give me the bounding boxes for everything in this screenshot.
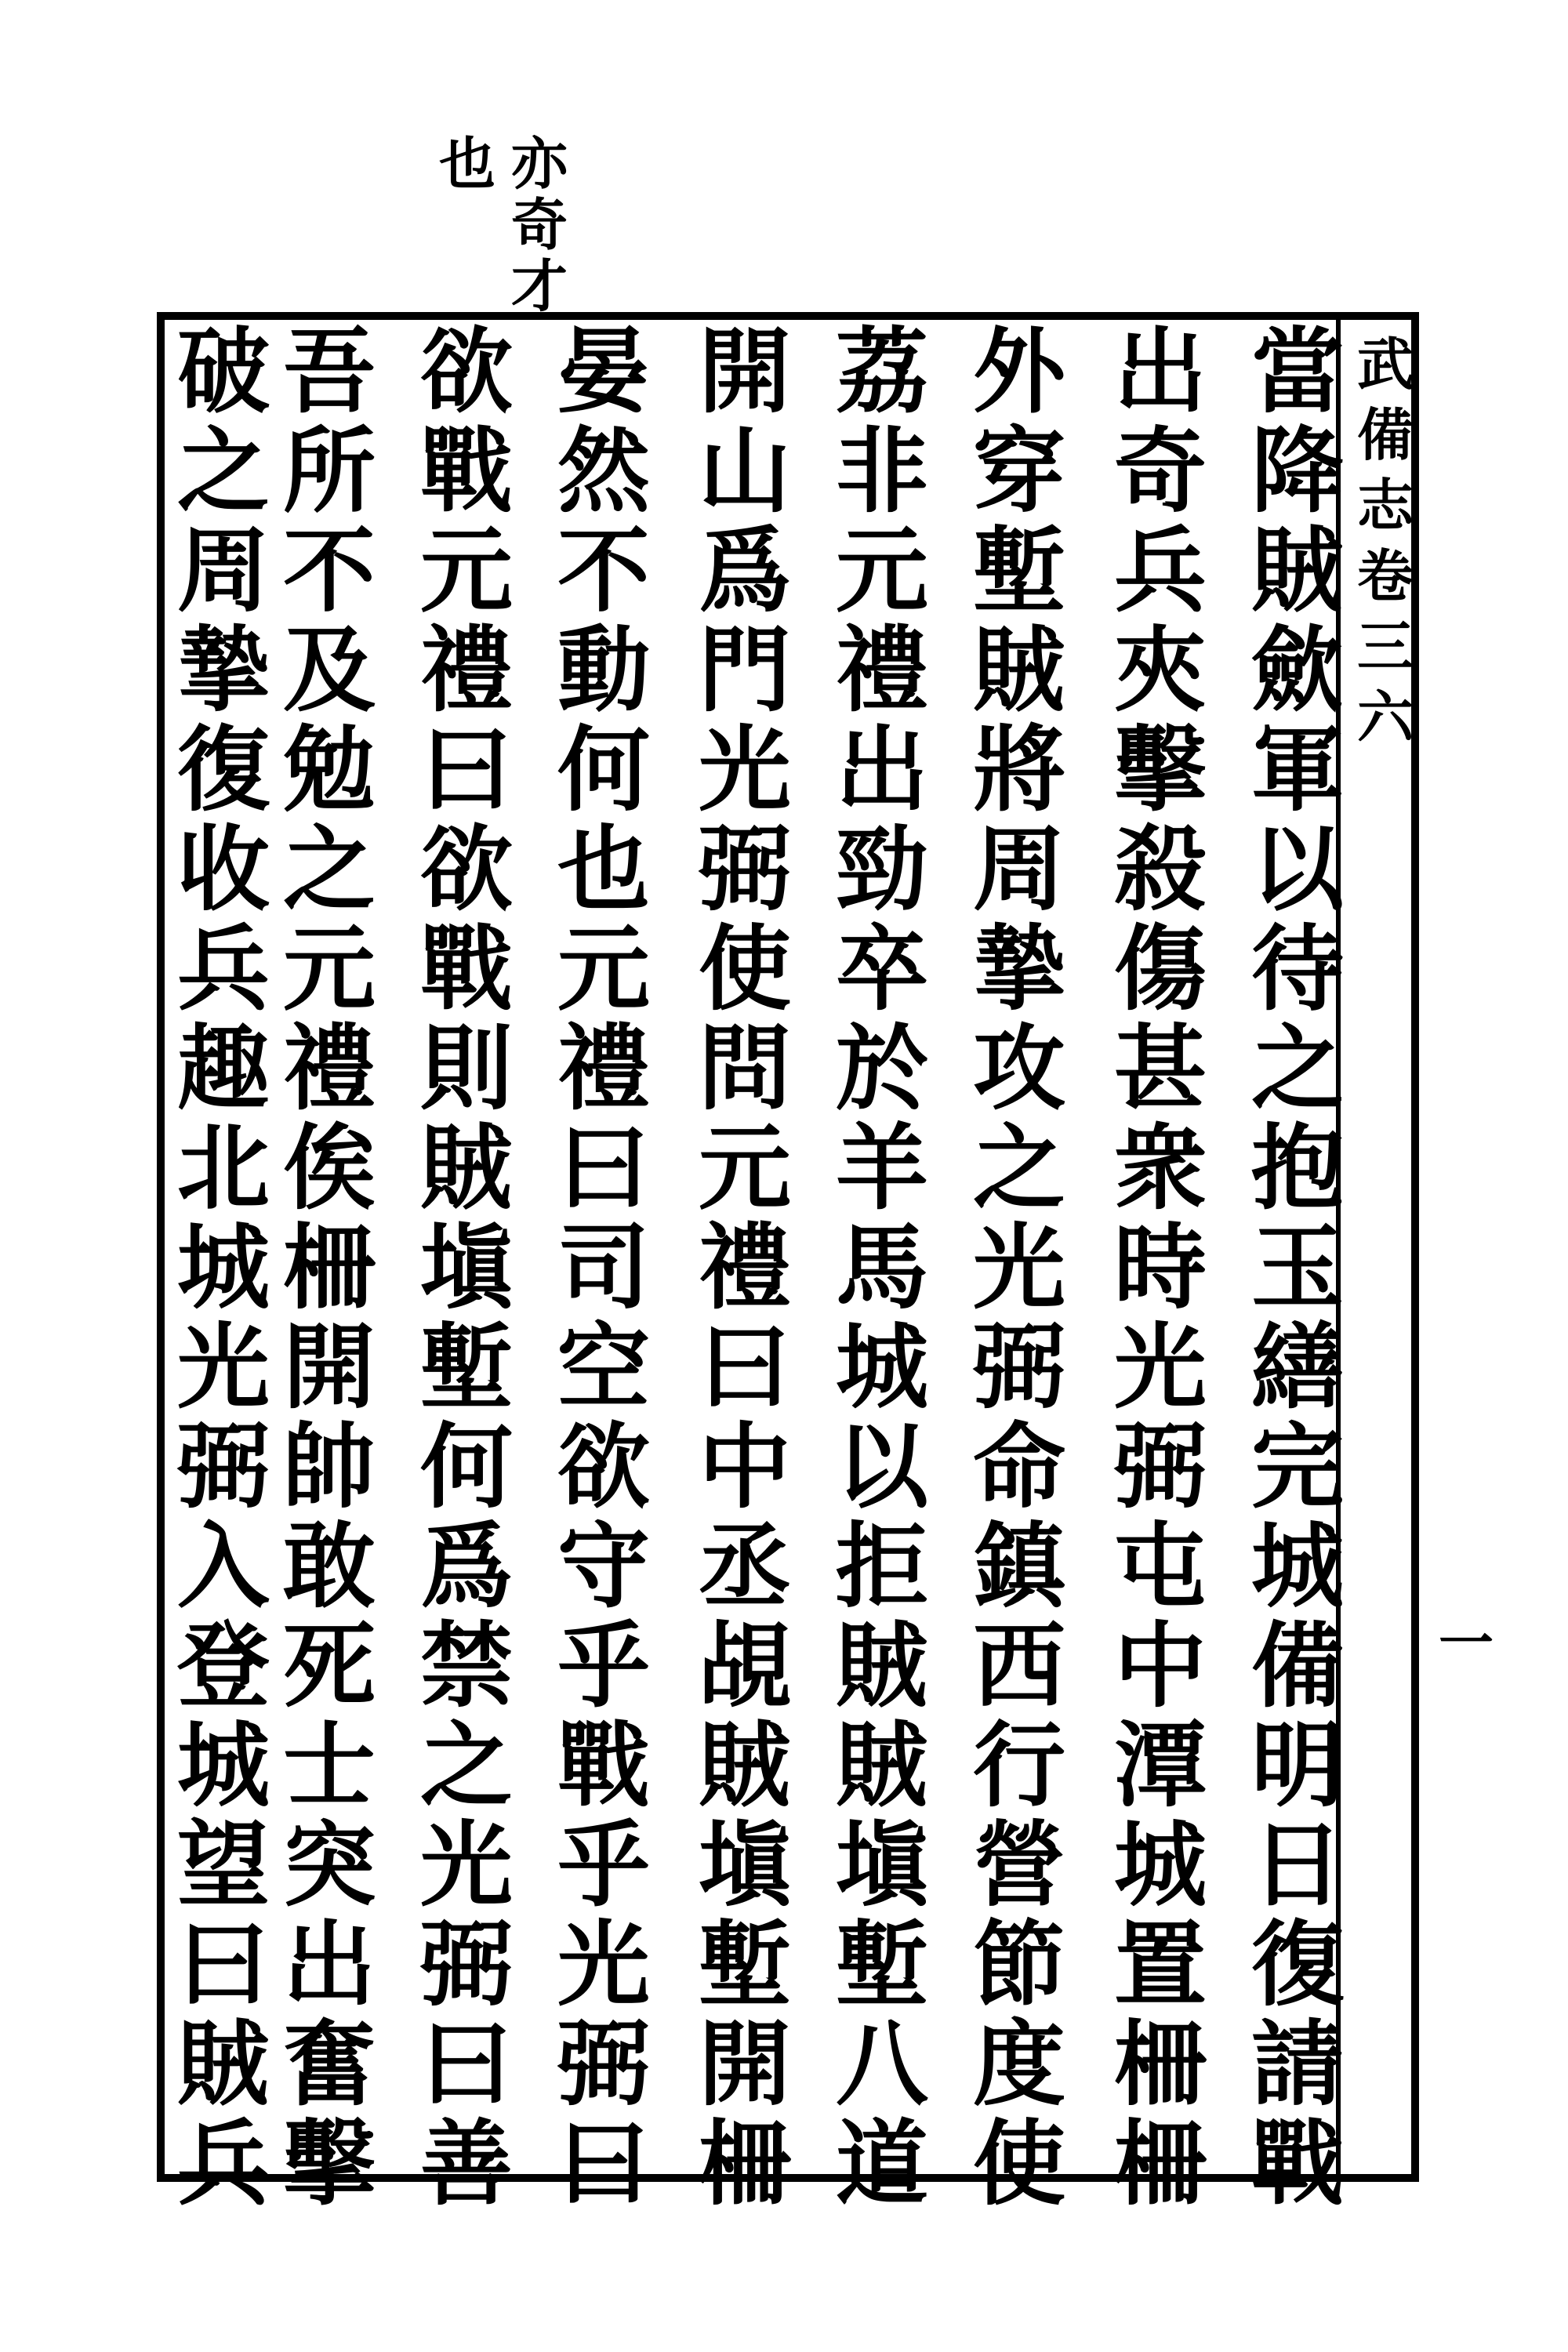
text-char: 覘 xyxy=(698,1611,791,1720)
text-char: 光 xyxy=(419,1810,513,1919)
text-char: 北 xyxy=(176,1113,270,1222)
text-char: 開 xyxy=(282,1312,376,1421)
text-char: 收 xyxy=(176,815,270,924)
text-char: 城 xyxy=(176,1213,270,1322)
text-char: 摯 xyxy=(176,615,270,724)
text-char: 出 xyxy=(835,715,928,824)
text-char: 穿 xyxy=(972,416,1065,525)
text-char: 兵 xyxy=(176,2109,270,2218)
text-char: 之 xyxy=(972,1113,1065,1222)
text-char: 之 xyxy=(282,815,376,924)
text-char: 禮 xyxy=(419,615,513,724)
text-column-6 xyxy=(545,317,662,2218)
text-char: 中 xyxy=(698,1412,791,1521)
margin-header-char: 備 xyxy=(1356,401,1414,468)
text-char: 勁 xyxy=(835,815,928,924)
text-char: 之 xyxy=(176,416,270,525)
text-char: 光 xyxy=(1113,1312,1207,1421)
text-char: 衆 xyxy=(1113,1113,1207,1222)
text-char: 趣 xyxy=(176,1014,270,1123)
text-char: 則 xyxy=(419,1014,513,1123)
text-column-9 xyxy=(165,317,282,2218)
text-char: 弼 xyxy=(176,1412,270,1521)
text-char: 完 xyxy=(1250,1412,1344,1521)
text-char: 鎮 xyxy=(972,1512,1065,1621)
text-char: 奇 xyxy=(1113,416,1207,525)
text-char: 門 xyxy=(698,615,791,724)
text-column-5 xyxy=(686,317,804,2218)
text-char: 元 xyxy=(419,516,513,625)
text-char: 八 xyxy=(835,2009,928,2118)
margin-header-char: 志 xyxy=(1356,472,1414,539)
margin-header-char: 三 xyxy=(1356,613,1414,680)
text-char: 禮 xyxy=(698,1213,791,1322)
text-char: 以 xyxy=(835,1412,928,1521)
text-char: 非 xyxy=(835,416,928,525)
text-column-2 xyxy=(1102,317,1219,2218)
text-char: 出 xyxy=(1113,317,1207,426)
text-char: 入 xyxy=(176,1512,270,1621)
text-char: 戰 xyxy=(419,914,513,1023)
text-char: 吾 xyxy=(282,317,376,426)
text-char: 弼 xyxy=(698,815,791,924)
text-char: 荔 xyxy=(835,317,928,426)
text-char: 問 xyxy=(698,1014,791,1123)
text-char: 弼 xyxy=(557,2009,650,2118)
text-char: 弼 xyxy=(1113,1412,1207,1521)
text-char: 玉 xyxy=(1250,1213,1344,1322)
text-char: 西 xyxy=(972,1611,1065,1720)
text-char: 繕 xyxy=(1250,1312,1344,1421)
text-char: 爲 xyxy=(698,516,791,625)
text-char: 拒 xyxy=(835,1512,928,1621)
text-char: 空 xyxy=(557,1312,650,1421)
text-char: 塹 xyxy=(972,516,1065,625)
text-char: 攻 xyxy=(972,1014,1065,1123)
text-char: 欲 xyxy=(557,1412,650,1521)
text-char: 復 xyxy=(1250,1910,1344,2019)
text-char: 降 xyxy=(1250,416,1344,525)
text-char: 外 xyxy=(972,317,1065,426)
text-char: 賊 xyxy=(972,615,1065,724)
text-char: 柵 xyxy=(1113,2109,1207,2218)
text-char: 死 xyxy=(282,1611,376,1720)
marginal-note-column-2 xyxy=(439,130,496,197)
text-char: 賊 xyxy=(1250,516,1344,625)
text-char: 賊 xyxy=(419,1113,513,1222)
text-char: 柵 xyxy=(1113,2009,1207,2118)
text-column-3 xyxy=(960,317,1078,2218)
text-char: 戰 xyxy=(419,416,513,525)
text-char: 禮 xyxy=(835,615,928,724)
text-char: 擊 xyxy=(282,2109,376,2218)
text-char: 傷 xyxy=(1113,914,1207,1023)
text-char: 開 xyxy=(698,317,791,426)
text-char: 置 xyxy=(1113,1910,1207,2019)
text-char: 登 xyxy=(176,1611,270,1720)
text-char: 弼 xyxy=(419,1910,513,2019)
text-char: 光 xyxy=(972,1213,1065,1322)
folio-mark: 一 xyxy=(1439,1610,1494,1675)
text-char: 備 xyxy=(1250,1611,1344,1720)
text-char: 城 xyxy=(1113,1810,1207,1919)
text-char: 戰 xyxy=(557,1711,650,1820)
text-char: 守 xyxy=(557,1512,650,1621)
text-char: 然 xyxy=(557,416,650,525)
text-char: 禁 xyxy=(419,1611,513,1720)
text-char: 軍 xyxy=(1250,715,1344,824)
text-char: 行 xyxy=(972,1711,1065,1820)
text-char: 明 xyxy=(1250,1711,1344,1820)
note-char: 奇 xyxy=(511,191,568,258)
text-char: 歛 xyxy=(1250,615,1344,724)
marginal-note-column-1 xyxy=(511,130,568,319)
text-char: 度 xyxy=(972,2009,1065,2118)
text-char: 城 xyxy=(835,1312,928,1421)
text-char: 摯 xyxy=(972,914,1065,1023)
text-column-7 xyxy=(408,317,525,2218)
text-char: 抱 xyxy=(1250,1113,1344,1222)
text-char: 出 xyxy=(282,1910,376,2019)
text-char: 曰 xyxy=(419,715,513,824)
text-char: 不 xyxy=(282,516,376,625)
text-char: 及 xyxy=(282,615,376,724)
text-char: 塡 xyxy=(419,1213,513,1322)
text-char: 光 xyxy=(557,1910,650,2019)
text-char: 何 xyxy=(557,715,650,824)
margin-header-char: 武 xyxy=(1356,331,1414,397)
text-char: 柵 xyxy=(282,1213,376,1322)
text-char: 夾 xyxy=(1113,615,1207,724)
text-char: 賊 xyxy=(835,1711,928,1820)
text-char: 元 xyxy=(698,1113,791,1222)
text-char: 當 xyxy=(1250,317,1344,426)
text-char: 破 xyxy=(176,317,270,426)
text-char: 周 xyxy=(972,815,1065,924)
text-char: 山 xyxy=(698,416,791,525)
text-char: 開 xyxy=(698,2009,791,2118)
text-char: 望 xyxy=(176,1810,270,1919)
text-char: 晏 xyxy=(557,317,650,426)
text-char: 馬 xyxy=(835,1213,928,1322)
text-char: 動 xyxy=(557,615,650,724)
text-char: 待 xyxy=(1250,914,1344,1023)
text-char: 之 xyxy=(1250,1014,1344,1123)
text-char: 羊 xyxy=(835,1113,928,1222)
text-char: 曰 xyxy=(698,1312,791,1421)
text-char: 於 xyxy=(835,1014,928,1123)
text-char: 弼 xyxy=(972,1312,1065,1421)
text-column-8 xyxy=(270,317,388,2218)
text-char: 曰 xyxy=(557,2109,650,2218)
text-char: 請 xyxy=(1250,2009,1344,2118)
text-char: 善 xyxy=(419,2109,513,2218)
text-char: 欲 xyxy=(419,317,513,426)
text-char: 塹 xyxy=(698,1910,791,2019)
text-char: 光 xyxy=(176,1312,270,1421)
text-char: 兵 xyxy=(1113,516,1207,625)
text-char: 勉 xyxy=(282,715,376,824)
text-column-1 xyxy=(1239,317,1356,2218)
text-char: 殺 xyxy=(1113,815,1207,924)
note-char: 亦 xyxy=(511,130,568,197)
margin-header xyxy=(1350,329,1421,753)
text-char: 擊 xyxy=(1113,715,1207,824)
text-char: 賊 xyxy=(176,2009,270,2118)
text-char: 戰 xyxy=(1250,2109,1344,2218)
text-char: 不 xyxy=(557,516,650,625)
note-char: 也 xyxy=(439,130,496,197)
text-char: 欲 xyxy=(419,815,513,924)
text-char: 光 xyxy=(698,715,791,824)
text-char: 何 xyxy=(419,1412,513,1521)
text-char: 塹 xyxy=(835,1910,928,2019)
text-column-4 xyxy=(823,317,941,2218)
text-char: 敢 xyxy=(282,1512,376,1621)
text-char: 禮 xyxy=(557,1014,650,1123)
text-char: 營 xyxy=(972,1810,1065,1919)
text-char: 中 xyxy=(1113,1611,1207,1720)
text-char: 爲 xyxy=(419,1512,513,1621)
text-char: 柵 xyxy=(698,2109,791,2218)
text-char: 塡 xyxy=(698,1810,791,1919)
text-char: 乎 xyxy=(557,1810,650,1919)
text-char: 命 xyxy=(972,1412,1065,1521)
text-char: 曰 xyxy=(557,1113,650,1222)
text-char: 潭 xyxy=(1113,1711,1207,1820)
text-char: 道 xyxy=(835,2109,928,2218)
text-char: 周 xyxy=(176,516,270,625)
text-char: 元 xyxy=(835,516,928,625)
text-char: 時 xyxy=(1113,1213,1207,1322)
text-char: 屯 xyxy=(1113,1512,1207,1621)
text-char: 之 xyxy=(419,1711,513,1820)
text-char: 塡 xyxy=(835,1810,928,1919)
margin-header-char: 六 xyxy=(1356,684,1414,750)
text-char: 所 xyxy=(282,416,376,525)
text-char: 城 xyxy=(1250,1512,1344,1621)
text-char: 突 xyxy=(282,1810,376,1919)
text-char: 甚 xyxy=(1113,1014,1207,1123)
text-char: 俟 xyxy=(282,1113,376,1222)
text-char: 帥 xyxy=(282,1412,376,1521)
text-char: 塹 xyxy=(419,1312,513,1421)
text-char: 以 xyxy=(1250,815,1344,924)
text-char: 卒 xyxy=(835,914,928,1023)
margin-header-char: 卷 xyxy=(1356,543,1414,609)
text-char: 使 xyxy=(972,2109,1065,2218)
text-char: 元 xyxy=(282,914,376,1023)
text-char: 司 xyxy=(557,1213,650,1322)
text-char: 節 xyxy=(972,1910,1065,2019)
text-char: 乎 xyxy=(557,1611,650,1720)
note-char: 才 xyxy=(511,252,568,319)
text-char: 復 xyxy=(176,715,270,824)
text-char: 日 xyxy=(1250,1810,1344,1919)
text-char: 將 xyxy=(972,715,1065,824)
text-char: 禮 xyxy=(282,1014,376,1123)
text-char: 使 xyxy=(698,914,791,1023)
text-char: 曰 xyxy=(419,2009,513,2118)
text-char: 城 xyxy=(176,1711,270,1820)
text-char: 士 xyxy=(282,1711,376,1820)
text-char: 元 xyxy=(557,914,650,1023)
text-char: 曰 xyxy=(176,1910,270,2019)
text-char: 賊 xyxy=(835,1611,928,1720)
text-char: 也 xyxy=(557,815,650,924)
text-char: 丞 xyxy=(698,1512,791,1621)
text-char: 奮 xyxy=(282,2009,376,2118)
text-char: 賊 xyxy=(698,1711,791,1820)
text-char: 兵 xyxy=(176,914,270,1023)
